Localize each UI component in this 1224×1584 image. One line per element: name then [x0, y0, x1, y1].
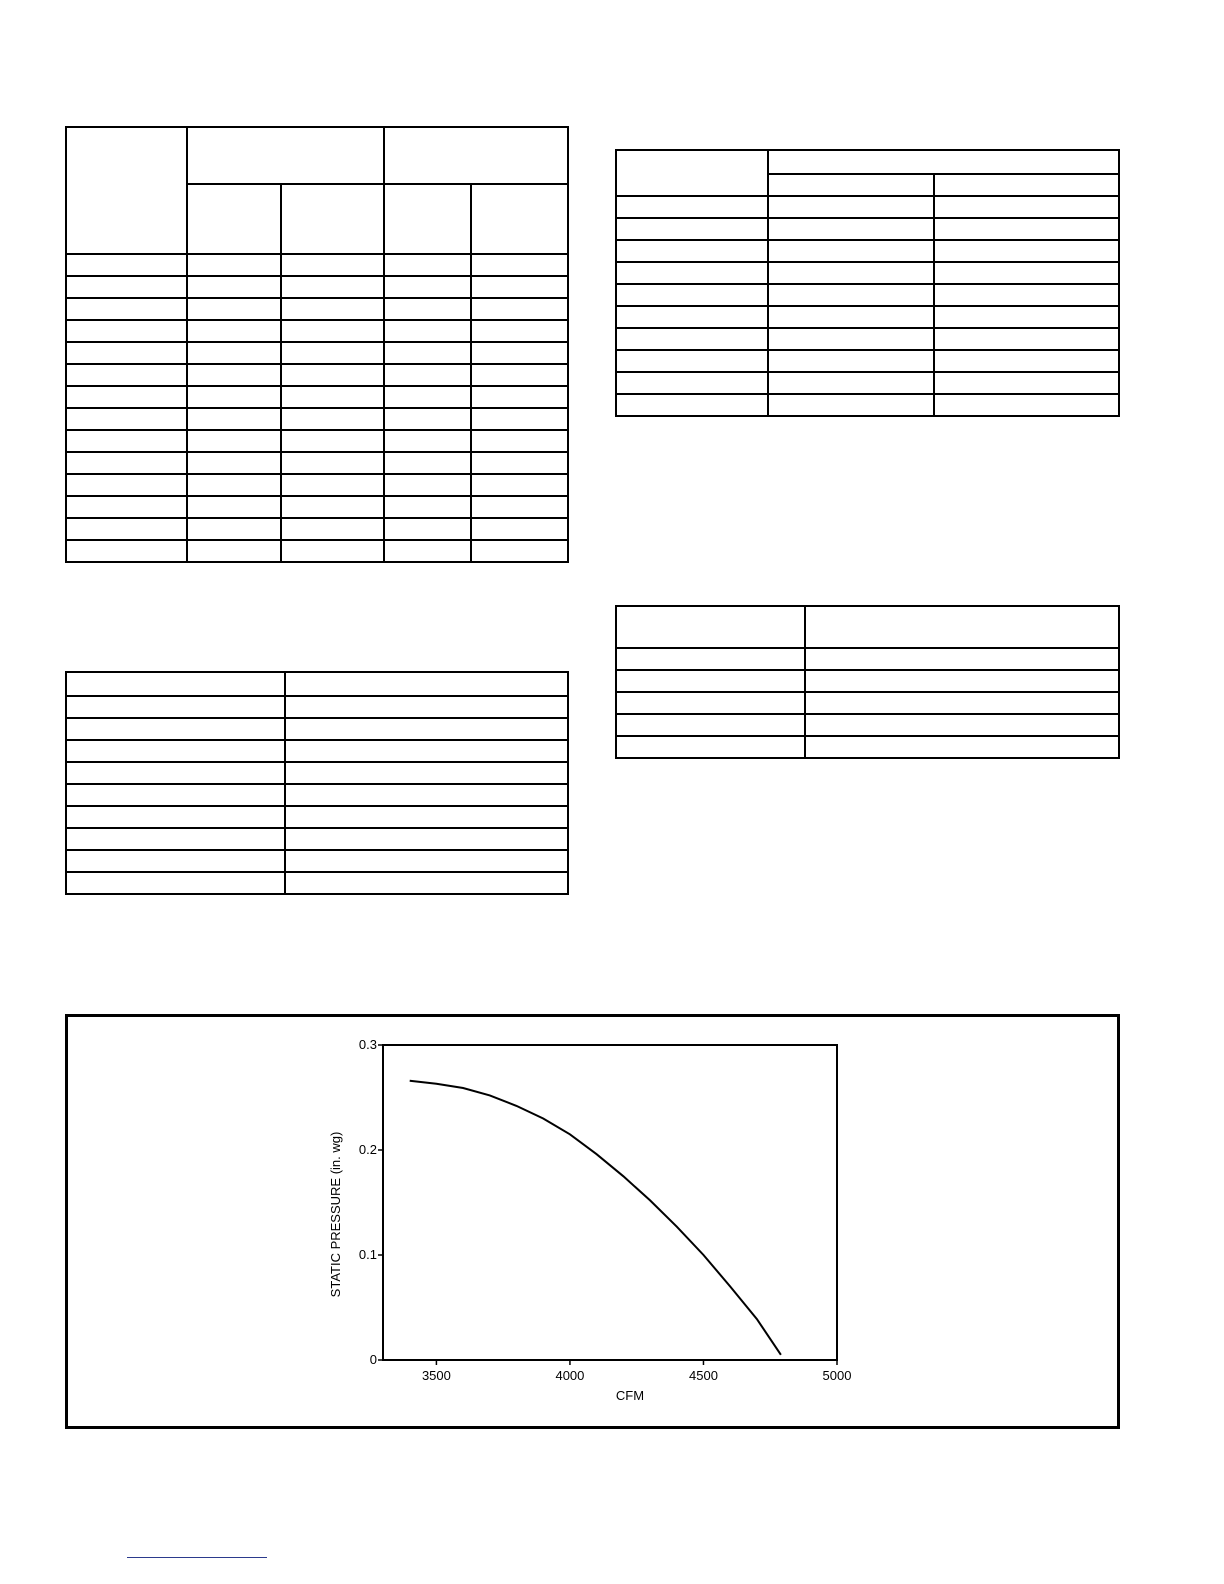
table-row: [616, 736, 1119, 758]
table-header-cell: [471, 184, 568, 254]
table-header-cell: [616, 606, 805, 648]
table-row: [66, 474, 568, 496]
y-axis-title: STATIC PRESSURE (in. wg): [328, 1131, 343, 1298]
table-row: [66, 518, 568, 540]
table-row: [616, 196, 1119, 218]
table-row: [616, 306, 1119, 328]
table-row: [66, 320, 568, 342]
table-row: [66, 276, 568, 298]
table-row: [616, 394, 1119, 416]
table-row: [66, 364, 568, 386]
table-row: [66, 496, 568, 518]
table-row: [616, 240, 1119, 262]
chart-panel: [65, 1014, 1120, 1429]
table-lower-left: [65, 671, 569, 895]
y-tick-label: 0.2: [358, 1142, 377, 1157]
table-row: [66, 762, 568, 784]
table-header-cell: [384, 127, 568, 184]
table-body: [616, 648, 1119, 758]
table-row: [616, 328, 1119, 350]
table-header-cell: [285, 672, 568, 696]
y-tick-label: 0.1: [358, 1247, 377, 1262]
table-body: [66, 696, 568, 894]
y-tick-label: 0: [369, 1352, 377, 1367]
x-tick-label: 4500: [689, 1368, 718, 1383]
x-tick-label: 3500: [421, 1368, 451, 1383]
table-row: [66, 806, 568, 828]
table-row: [66, 452, 568, 474]
table-row: [66, 408, 568, 430]
table-upper-right: [615, 149, 1120, 417]
table-row: [66, 298, 568, 320]
table-row: [66, 696, 568, 718]
table-row: [616, 284, 1119, 306]
table-lower-right: [615, 605, 1120, 759]
table-header-cell: [616, 150, 768, 196]
table-header-cell: [281, 184, 384, 254]
table-row: [66, 342, 568, 364]
y-tick-label: 0.3: [358, 1037, 377, 1052]
series-line: [410, 1081, 781, 1355]
table-row: [66, 740, 568, 762]
table-row: [66, 386, 568, 408]
table-row: [616, 262, 1119, 284]
table-header-cell: [187, 127, 384, 184]
plot-frame: [383, 1045, 837, 1360]
table-row: [66, 850, 568, 872]
table-header-cell: [934, 174, 1119, 196]
table-header-cell: [768, 150, 1119, 174]
x-tick-label: 4000: [555, 1368, 585, 1383]
table-body: [66, 254, 568, 562]
table-row: [66, 872, 568, 894]
table-header-cell: [187, 184, 281, 254]
table-row: [66, 718, 568, 740]
table-header-cell: [768, 174, 934, 196]
fan-curve-chart: [68, 1017, 1117, 1426]
table-row: [66, 828, 568, 850]
table-header-cell: [384, 184, 471, 254]
table-upper-left: [65, 126, 569, 563]
footer-rule: [127, 1557, 267, 1558]
table-header-cell: [66, 672, 285, 696]
x-tick-label: 5000: [822, 1368, 852, 1383]
table-row: [66, 540, 568, 562]
x-axis-title: CFM: [615, 1388, 645, 1403]
table-header-cell: [805, 606, 1119, 648]
table-row: [616, 218, 1119, 240]
table-row: [66, 430, 568, 452]
table-row: [66, 784, 568, 806]
table-row: [616, 714, 1119, 736]
table-row: [66, 254, 568, 276]
table-row: [616, 670, 1119, 692]
table-row: [616, 372, 1119, 394]
table-row: [616, 692, 1119, 714]
table-row: [616, 648, 1119, 670]
table-body: [616, 196, 1119, 416]
table-row: [616, 350, 1119, 372]
table-header-cell: [66, 127, 187, 254]
